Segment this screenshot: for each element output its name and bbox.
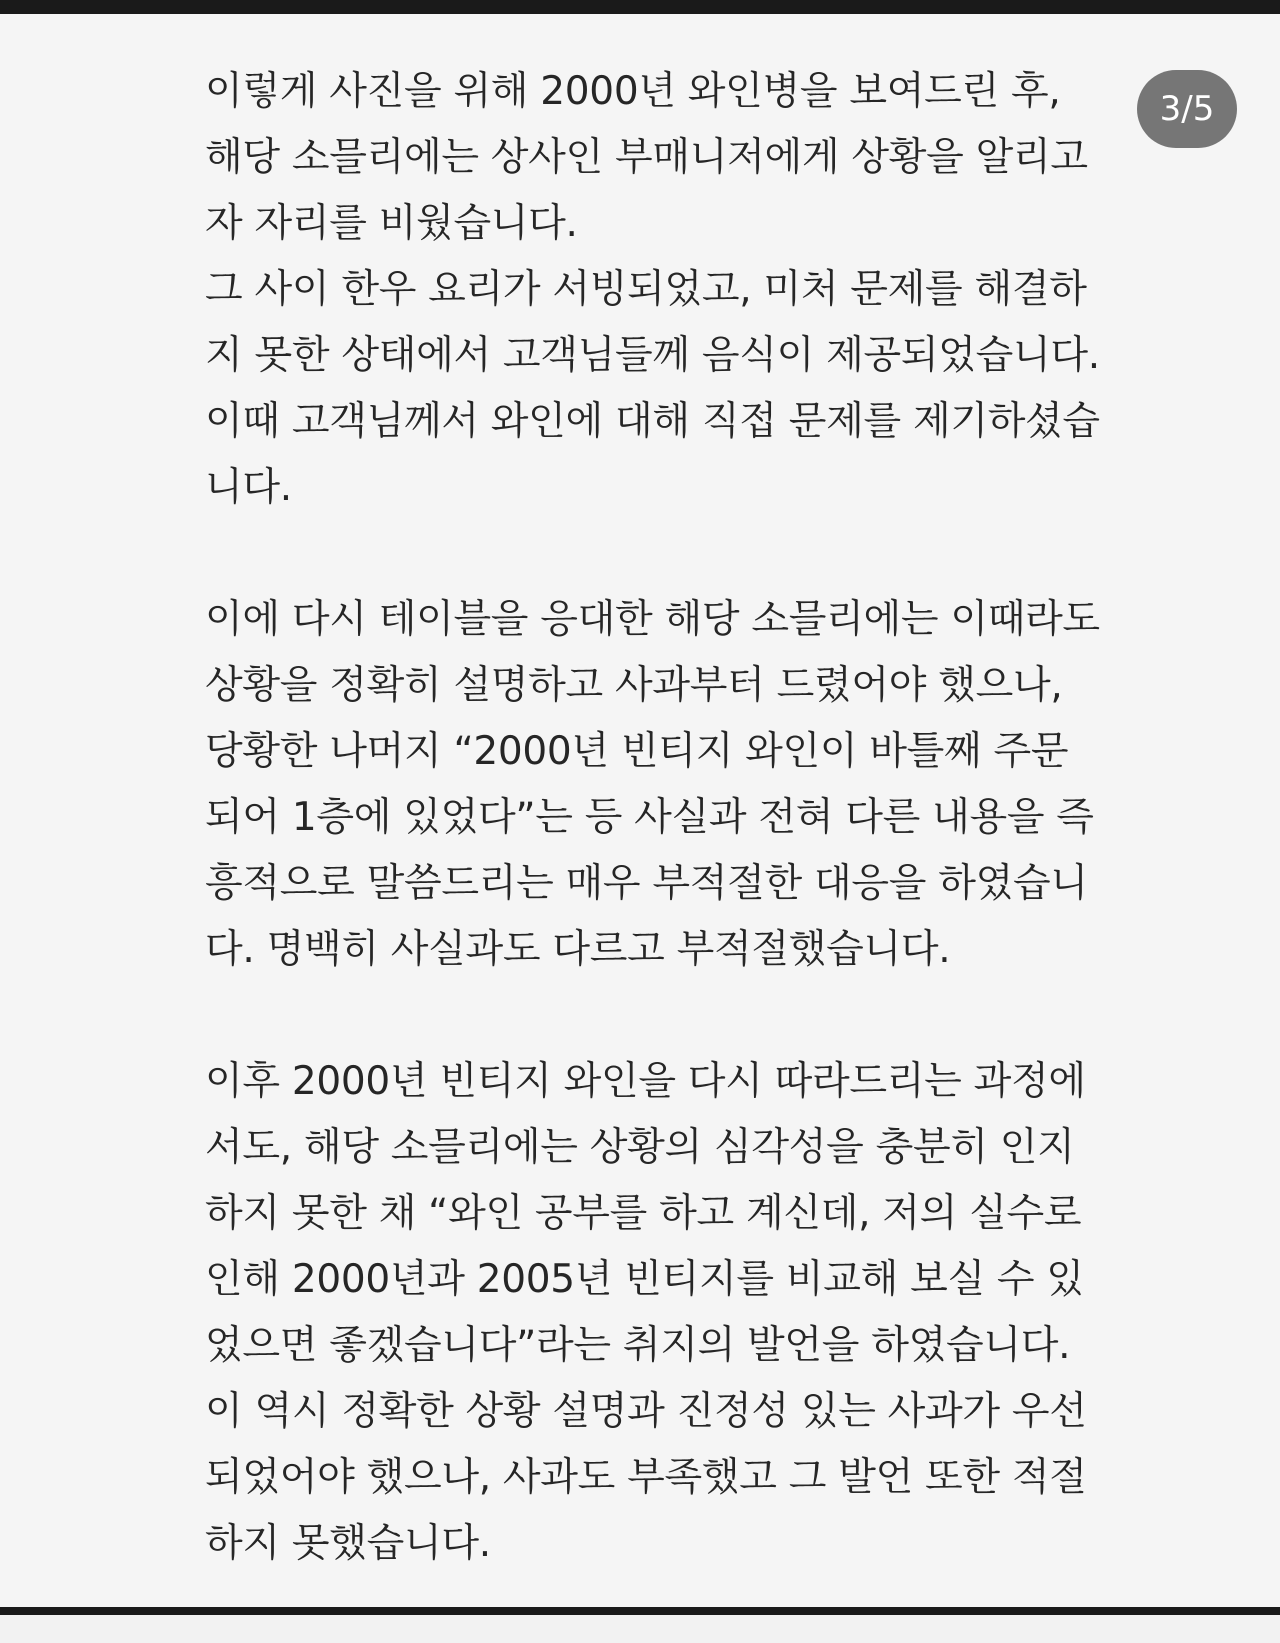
text-line: 자 자리를 비웠습니다.	[205, 201, 578, 246]
text-line: 이후 2000년 빈티지 와인을 다시 따라드리는 과정에	[205, 1059, 1086, 1104]
paragraph-1	[205, 59, 1125, 521]
text-line: 인해 2000년과 2005년 빈티지를 비교해 보실 수 있	[205, 1257, 1084, 1302]
text-line: 상황을 정확히 설명하고 사과부터 드렸어야 했으나,	[205, 663, 1063, 708]
bottom-edge-bar	[0, 1607, 1280, 1615]
text-line: 해당 소믈리에는 상사인 부매니저에게 상황을 알리고	[205, 135, 1088, 180]
document-body	[205, 59, 1125, 1643]
text-line: 이때 고객님께서 와인에 대해 직접 문제를 제기하셨습	[205, 399, 1100, 444]
text-line: 되었어야 했으나, 사과도 부족했고 그 발언 또한 적절	[205, 1455, 1087, 1500]
paragraph-2	[205, 587, 1125, 983]
text-line: 이에 다시 테이블을 응대한 해당 소믈리에는 이때라도	[205, 597, 1100, 642]
document-page	[0, 14, 1280, 1607]
text-line: 되어 1층에 있었다”는 등 사실과 전혀 다른 내용을 즉	[205, 795, 1094, 840]
text-line: 그 사이 한우 요리가 서빙되었고, 미처 문제를 해결하	[205, 267, 1087, 312]
text-line: 니다.	[205, 465, 292, 510]
text-line: 흥적으로 말씀드리는 매우 부적절한 대응을 하였습니	[205, 861, 1088, 906]
text-line: 이렇게 사진을 위해 2000년 와인병을 보여드린 후,	[205, 69, 1061, 114]
text-line: 이 역시 정확한 상황 설명과 진정성 있는 사과가 우선	[205, 1389, 1087, 1434]
text-line: 었으면 좋겠습니다”라는 취지의 발언을 하였습니다.	[205, 1323, 1071, 1368]
text-line: 지 못한 상태에서 고객님들께 음식이 제공되었습니다.	[205, 333, 1100, 378]
text-line: 하지 못했습니다.	[205, 1521, 491, 1566]
top-edge-bar	[0, 0, 1280, 14]
page-counter-badge: 3/5	[1137, 70, 1237, 148]
paragraph-3	[205, 1049, 1125, 1577]
text-line: 당황한 나머지 “2000년 빈티지 와인이 바틀째 주문	[205, 729, 1069, 774]
text-line: 다. 명백히 사실과도 다르고 부적절했습니다.	[205, 927, 951, 972]
text-line: 서도, 해당 소믈리에는 상황의 심각성을 충분히 인지	[205, 1125, 1075, 1170]
text-line: 하지 못한 채 “와인 공부를 하고 계신데, 저의 실수로	[205, 1191, 1082, 1236]
